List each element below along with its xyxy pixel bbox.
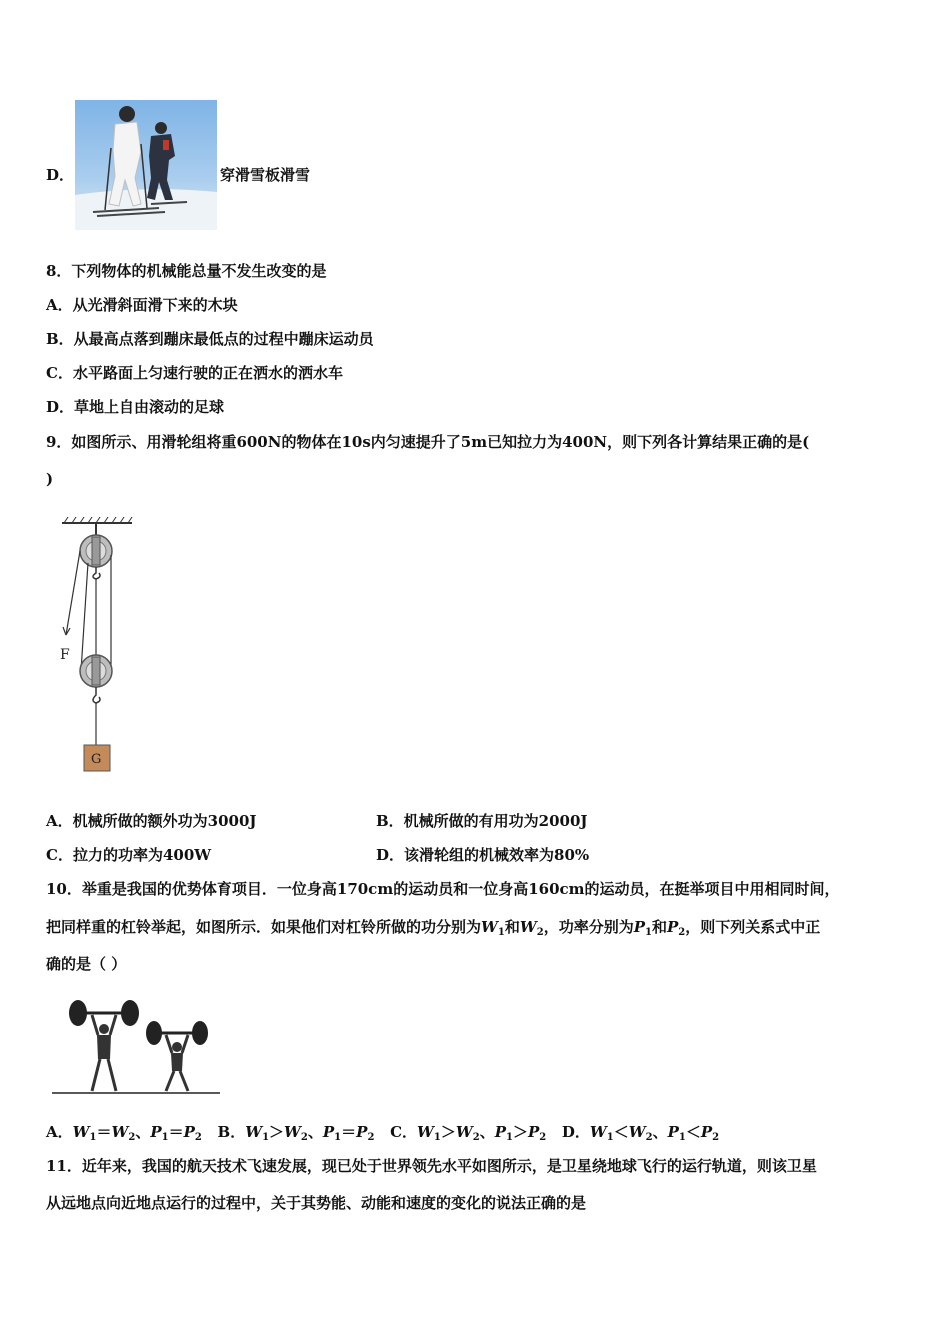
option-d-text: 穿滑雪板滑雪	[220, 166, 311, 184]
weightlifters-figure	[52, 995, 222, 1095]
label-f: F	[60, 647, 70, 663]
q10-option-c: C．$W_1>W_2$、$P_1>P_2$	[390, 1123, 547, 1143]
q8-option-c: C．水平路面上匀速行驶的正在洒水的洒水车	[46, 364, 343, 382]
label-g: G	[91, 752, 102, 767]
q8-option-b: B．从最高点落到蹦床最低点的过程中蹦床运动员	[46, 330, 374, 348]
q9-option-d: D．该滑轮组的机械效率为80%	[376, 846, 590, 864]
q9-stem-line1: 9．如图所示、用滑轮组将重600N的物体在10s内匀速提升了5m已知拉力为400N，则下列各计算结果正确的是(	[46, 433, 810, 451]
q8-stem: 8．下列物体的机械能总量不发生改变的是	[46, 262, 327, 280]
q9-option-c: C．拉力的功率为400W	[46, 846, 212, 864]
q10-line3: 确的是（ ）	[46, 955, 127, 973]
pulley-diagram	[52, 515, 142, 777]
q8-option-a: A．从光滑斜面滑下来的木块	[46, 296, 238, 314]
q9-stem-line2: )	[46, 470, 54, 488]
skiing-photo	[75, 100, 217, 230]
q9-option-a: A．机械所做的额外功为3000J	[46, 812, 257, 830]
q8-option-d: D．草地上自由滚动的足球	[46, 398, 225, 416]
q10-options	[46, 1122, 719, 1148]
q11-line1: 11．近年来，我国的航天技术飞速发展，现已处于世界领先水平如图所示，是卫星绕地球飞行的运行轨道，则该卫星	[46, 1157, 817, 1175]
q10-option-d: D．$W_1<W_2$、$P_1<P_2$	[561, 1123, 720, 1143]
q10-option-a: A．$W_1=W_2$、$P_1=P_2$	[46, 1123, 202, 1143]
option-d-label: D．	[46, 166, 75, 184]
q11-line2: 从远地点向近地点运行的过程中，关于其势能、动能和速度的变化的说法正确的是	[46, 1194, 587, 1212]
q10-line2: 把同样重的杠铃举起，如图所示．如果他们对杠铃所做的功分别为$W_1$和$W_2$，功率分别为$P_1$和$P_2$，则下列关系式中正	[46, 918, 821, 938]
q10-option-b: B．$W_1>W_2$、$P_1=P_2$	[217, 1123, 375, 1143]
q9-option-b: B．机械所做的有用功为2000J	[376, 812, 588, 830]
q10-line1: 10．举重是我国的优势体育项目．一位身高170cm的运动员和一位身高160cm的运动员，在挺举项目中用相同时间，	[46, 880, 840, 898]
